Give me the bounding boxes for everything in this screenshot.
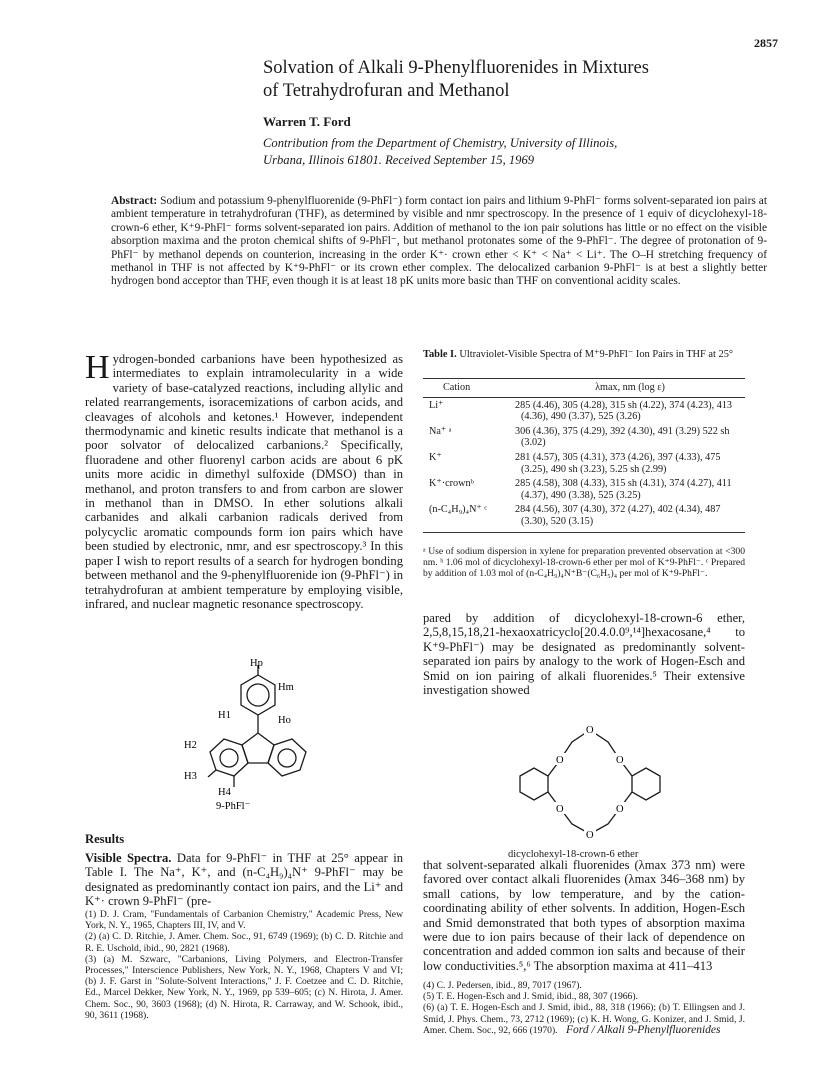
label-h1: H1 xyxy=(218,710,231,721)
table-row xyxy=(423,502,745,532)
table-caption-text: Ultraviolet-Visible Spectra of M⁺9-PhFl⁻ Ion Pairs in THF at 25° xyxy=(459,349,734,360)
reference-item: (4) C. J. Pedersen, ibid., 89, 7017 (1967). xyxy=(423,980,582,991)
abstract-text: Sodium and potassium 9-phenylfluorenide (9-PhFl⁻) form contact ion pairs and lithium 9-PhFl⁻ forms solvent-separated ion pairs at ambient temperature in tetrahydrofuran (THF), as determined by visible and nmr spectroscopy. In the presence of 1 equiv of dicyclohexyl-18-crown-6 ether, K⁺9-PhFl⁻ forms solvent-separated ion pairs. Addition of methanol to the ion pair solutions has little or no effect on the visible absorption maxima and the proton chemical shifts of 9-PhFl⁻, but methanol protonates some of the 9-PhFl⁻. The degree of protonation of 9-PhFl⁻ by methanol depends on counterion, increasing in the order K⁺· crown ether < K⁺ < Na⁺ < Li⁺. The O–H stretching frequency of methanol in THF is not affected by K⁺9-PhFl⁻ or its crown ether complex. The delocalized carbanion 9-PhFl⁻ is at best a slightly better hydrogen bond acceptor than THF, even though it is at least 18 pK units more basic than THF on conventional acidity scales. xyxy=(111,195,767,288)
table-cell-values: 285 (4.58), 308 (4.33), 315 sh (4.31), 374 (4.27), 411 (4.37), 490 (3.38), 525 (3.25) xyxy=(515,478,732,501)
right-paragraph-1: pared by addition of dicyclohexyl-18-crown-6 ether, 2,5,8,15,18,21-hexaoxatricyclo[20.4.0.0⁹,¹⁴]hexacosane,⁴ to K⁺9-PhFl⁻) may be designated as predominantly solvent-separated ion pairs by analogy to the work of Hogen-Esch and Smid on ion pairing of alkali fluorenides.⁵ Their extensive investigation showed xyxy=(423,611,745,698)
table-header-row xyxy=(423,379,745,398)
affiliation-line-2: Urbana, Illinois 61801. Received September 15, 1969 xyxy=(263,153,535,167)
results-text: Data for 9-PhFl⁻ in THF at 25° appear in Table I. The Na⁺, K⁺, and (n-C₄H₉)₄N⁺ 9-PhFl⁻ may be designated as predominantly contact ion pairs, and the Li⁺ and K⁺· crown 9-PhFl⁻ (pre- xyxy=(85,851,403,909)
structure-caption: 9-PhFl⁻ xyxy=(216,801,251,812)
table-cell-cation: (n-C₄H₉)₄N⁺ ᶜ xyxy=(423,502,515,532)
reference-item: (5) T. E. Hogen-Esch and J. Smid, ibid., 88, 307 (1966). xyxy=(423,991,638,1003)
table-cell-values: 281 (4.57), 305 (4.31), 373 (4.26), 397 (4.33), 475 (3.25), 490 sh (3.23), 5.25 sh (2.99) xyxy=(515,451,721,475)
affiliation-line-1: Contribution from the Department of Chemistry, University of Illinois, xyxy=(263,136,618,150)
reference-item: (3) (a) M. Szwarc, "Carbanions, Living Polymers, and Electron-Transfer Processes," Interscience Publishers, New York, N. Y., 1968, Chapters V and VI; (b) J. F. Garst in "Solute-Solvent Interactions," J. F. Coetzee and C. D. Ritchie, Ed., Marcel Dekker, New York, N. Y., 1969, pp 539–605; (c) N. Hirota, J. Amer. Chem. Soc., 90, 3603 (1968); (d) N. Hirota, R. Carraway, and W. Schook, ibid., 90, 3611 (1968). xyxy=(85,953,403,1021)
spectra-table xyxy=(423,378,745,533)
oxygen-label: O xyxy=(556,804,564,815)
introduction-paragraph xyxy=(85,349,403,611)
abstract xyxy=(111,195,767,289)
crown-ether-caption: dicyclohexyl-18-crown-6 ether xyxy=(508,849,639,860)
table-cell-values: 306 (4.36), 375 (4.29), 392 (4.30), 491 (3.29) 522 sh (3.02) xyxy=(515,425,730,449)
table-cell-cation: Li⁺ xyxy=(429,399,444,411)
reference-item: (2) (a) C. D. Ritchie, J. Amer. Chem. Soc., 91, 6749 (1969); (b) C. D. Ritchie and R. E. Uschold, ibid., 90, 2821 (1968). xyxy=(85,931,403,954)
table-cell-values: 285 (4.46), 305 (4.28), 315 sh (4.22), 374 (4.23), 413 (4.36), 490 (3.37), 525 (3.26) xyxy=(515,399,733,423)
label-hp: Hp xyxy=(250,658,263,669)
oxygen-label: O xyxy=(616,755,624,766)
label-ho: Ho xyxy=(278,715,291,726)
label-h3: H3 xyxy=(184,771,197,782)
abstract-label: Abstract: xyxy=(111,195,158,207)
table-row xyxy=(423,424,745,450)
label-h4: H4 xyxy=(218,787,231,798)
article-title xyxy=(263,57,649,103)
crown-bonds xyxy=(520,730,660,834)
table-header-cation: Cation xyxy=(423,379,515,398)
results-subheading: Visible Spectra. xyxy=(85,851,172,865)
oxygen-label: O xyxy=(586,725,594,736)
results-heading: Results xyxy=(85,832,125,846)
table-cell-values: 284 (4.56), 307 (4.30), 372 (4.27), 402 (4.34), 487 (3.30), 520 (3.15) xyxy=(515,502,745,532)
table-cell-cation: Na⁺ ᵃ xyxy=(429,425,452,437)
label-h2: H2 xyxy=(184,740,197,751)
table-caption xyxy=(423,349,743,361)
running-footer: Ford / Alkali 9-Phenylfluorenides xyxy=(566,1024,721,1036)
author: Warren T. Ford xyxy=(263,114,351,129)
crown-ether-structure xyxy=(500,712,680,846)
table-row xyxy=(423,397,745,424)
drop-cap: H xyxy=(85,349,110,386)
oxygen-label: O xyxy=(616,804,624,815)
results-paragraph xyxy=(85,851,403,909)
reference-item: (1) D. J. Cram, "Fundamentals of Carbanion Chemistry," Academic Press, New York, N. Y., 1965, Chapters III, IV, and V. xyxy=(85,909,403,932)
table-footnote: ᵃ Use of sodium dispersion in xylene for preparation prevented observation at <300 nm. ᵇ 1.06 mol of dicyclohexyl-18-crown-6 ether per mol of K⁺9-PhFl⁻. ᶜ Prepared by addition of 1.03 mol of (n-C₄H₉)₄N⁺B⁻(C₆H₅)₄ per mol of K⁺9-PhFl⁻. xyxy=(423,546,745,580)
table-cell-cation: K⁺·crownᵇ xyxy=(429,478,474,490)
title-line-1: Solvation of Alkali 9-Phenylfluorenides in Mixtures xyxy=(263,58,649,78)
references-left xyxy=(85,909,403,1021)
right-paragraph-2: that solvent-separated alkali fluorenides (λmax 373 nm) were favored over contact alkali fluorenides (λmax 346–368 nm) by small cations, by low temperature, and by the cation-coordinating ability of ether solvents. In addition, Hogen-Esch and Smid demonstrated that both types of absorption maxima were due to ion pairs because of their lack of dependence on concentration and added common ion salts and because of their low conductivities.⁵,⁶ The absorption maxima at 411–413 xyxy=(423,858,745,973)
reference-item: (6) (a) T. E. Hogen-Esch and J. Smid, ibid., 88, 318 (1966); (b) T. Ellingsen and J. Smid, J. Phys. Chem., 73, 2712 (1969); (c) K. H. Wong, G. Konizer, and J. Smid, J. Amer. Chem. Soc., 92, 666 (1970). xyxy=(423,1002,745,1036)
oxygen-label: O xyxy=(556,755,564,766)
affiliation xyxy=(263,135,783,169)
table-row xyxy=(423,476,745,502)
table-row xyxy=(423,450,745,476)
label-hm: Hm xyxy=(278,682,294,693)
table-cell-cation: K⁺ xyxy=(429,451,442,463)
phenylfluorenide-structure xyxy=(170,655,320,820)
table-header-lambda: λmax, nm (log ε) xyxy=(515,379,745,398)
intro-text: ydrogen-bonded carbanions have been hypothesized as intermediates to explain intramolecularity in a wide variety of base-catalyzed reactions, including allylic and related rearrangements, isoracemizations of carbon acids, and cleavages of alcohols and ketones.¹ However, independent thermodynamic and kinetic results indicate that methanol is a poor solvator of delocalized carbanions.² Specifically, fluoradene and other fluorenyl carbon acids are about 6 pK units more acidic in dimethyl sulfoxide (DMSO) than in methanol, and proton transfers to and from carbon are slower in methanol than in DMSO. In ether solutions alkali carbanides and alkali carbanion radicals derived from polycyclic aromatic compounds form ion pairs which have been studied by electronic, nmr, and esr spectroscopy.³ In this paper I wish to report results of a search for hydrogen bonding between methanol and the 9-phenylfluorenide ion (9-PhFl⁻) in tetrahydrofuran at ambient temperature by employing visible, infrared, and nuclear magnetic resonance spectroscopy. xyxy=(85,352,403,611)
page-number: 2857 xyxy=(754,36,778,50)
table-caption-label: Table I. xyxy=(423,349,457,360)
title-line-2: of Tetrahydrofuran and Methanol xyxy=(263,81,510,101)
oxygen-label: O xyxy=(586,830,594,841)
